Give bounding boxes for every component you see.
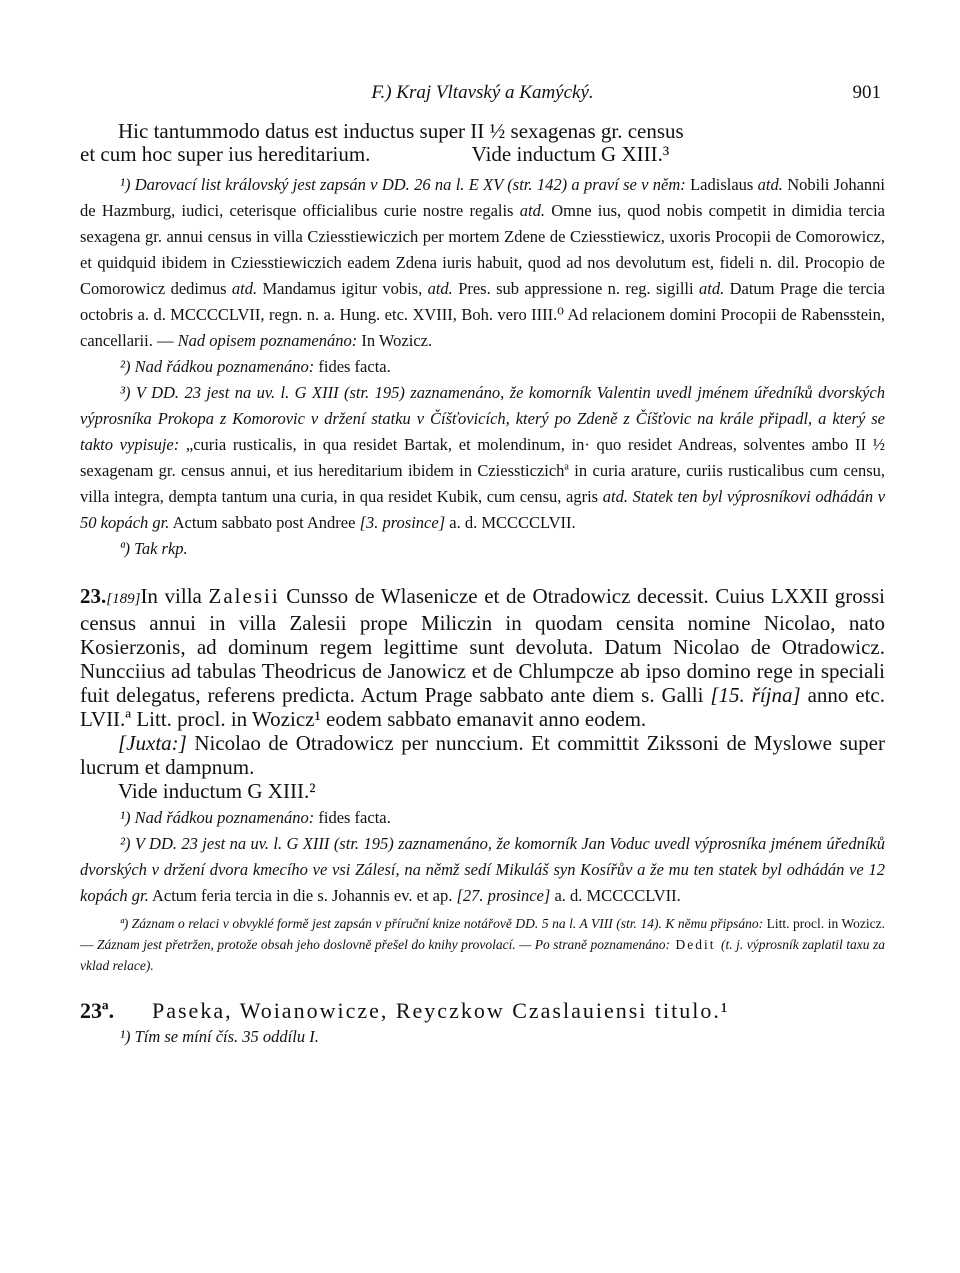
top-line-2b: Vide inductum G XIII.³ [471, 142, 670, 166]
entry-23-date: [15. října] [710, 683, 801, 707]
footnote-1-text-6: Datum Prage die tercia octobris a. d. MCCCCLVII, regn. n. a. Hung. etc. XVIII, Boh. vero IIII.⁰ Ad relacionem domini Procopii de Rabensstein, cancellarii. — [80, 279, 885, 350]
footnote-1-atd-4: atd. [427, 279, 453, 298]
footnote-3-marker: a [564, 461, 569, 473]
footnote-1-atd-3: atd. [231, 279, 258, 298]
footnote-1-atd-1: atd. [757, 175, 783, 194]
entry-23-footnote-a-text-1: Litt. procl. in Wozicz. — [80, 916, 885, 952]
entry-23-footnote-1 [80, 805, 885, 831]
entry-23-number: 23. [80, 584, 107, 608]
entry-23-text-1: In villa [140, 584, 209, 608]
footnote-3-remark: atd. Statek ten byl výprosníkovi odhádán v 50 kopách gr. [80, 487, 886, 532]
page-header [80, 82, 885, 112]
entry-23a [80, 998, 885, 1024]
footnote-1-atd-2: atd. [519, 201, 545, 220]
footnote-3-text-4: a. d. MCCCCLVII. [445, 513, 576, 532]
footnote-1 [80, 172, 885, 354]
entry-23a-number: 23ª. [80, 998, 115, 1023]
footnote-3-text-1: „curia rusticalis, in qua residet Bartak, et molendinum, in· quo residet Andreas, solventes ambo II ½ sexagenam gr. census annui, et ius hereditarium ibidem in Cziessticzich [80, 435, 885, 480]
entry-23a-title: Paseka, Woianowicze, Reyczkow Czaslauiensi titulo.¹ [152, 998, 730, 1023]
footnote-1-text-7: In Wozicz. [357, 331, 433, 350]
footnote-1-remark: Nad opisem poznamenáno: [177, 331, 358, 350]
paragraph-top [80, 120, 885, 166]
entry-23a-footnote-text: ¹) Tím se míní čís. 35 oddílu I. [120, 1027, 319, 1046]
footnote-1-text-2: Nobili Johanni de Hazmburg, iudici, ceterisque officialibus curie nostre regalis [80, 175, 885, 220]
footnote-1-text-3: Omne ius, quod nobis competit in dimidia tercia sexagena gr. annui census in villa Cziesstiewiczich per mortem Zdene de Cziesstiewicz, uxoris Procopii de Comorowicz, et quidquid ibidem in Cziesstiewiczich eadem Zdena iuris habuit, quod ad nos devolutum est, fideli n. dil. Procopio de Comorowicz dedimus [80, 201, 886, 298]
footnote-3-text-3: Actum sabbato post Andree [169, 513, 360, 532]
footnote-a-text: ª) Tak rkp. [120, 539, 188, 558]
entry-23-vide-text: Vide inductum G XIII.² [118, 779, 316, 803]
footnote-3-date: [3. prosince] [359, 513, 446, 532]
entry-23-footnote-a-dedit: Dedit [670, 937, 721, 952]
footnote-2-text: fides facta. [314, 357, 391, 376]
entry-23-footnote-1-text: fides facta. [314, 808, 391, 827]
entry-23-text-3: anno etc. LVII.ª Litt. procl. in Wozicz¹ eodem sabbato emanavit anno eodem. [80, 683, 885, 731]
entry-23-footnote-2 [80, 831, 885, 909]
entry-23-juxta [80, 731, 885, 779]
entry-23-ref: [189] [106, 591, 141, 607]
footnote-3-intro: ³) V DD. 23 jest na uv. l. G XIII (str. 195) zaznamenáno, že komorník Valentin uvedl jménem úředníků dvorských výprosníka Prokopa z Komorovic v držení statku v Číšťovicích, který po Zdeně z Číšťovic na krále připadl, a který se takto vypisuje: [80, 383, 885, 454]
footnote-1-text-4: Mandamus igitur vobis, [257, 279, 428, 298]
entry-23-footnote-2-text-1: Actum feria tercia in die s. Johannis ev. et ap. [148, 886, 457, 905]
entry-23-juxta-label: [Juxta:] [118, 731, 187, 755]
top-line-1: Hic tantummodo datus est inductus super II ½ sexagenas gr. census [118, 119, 684, 143]
footnote-a [80, 536, 885, 562]
entry-23-juxta-text: Nicolao de Otradowicz per nunccium. Et committit Zikssoni de Myslowe super lucrum et dampnum. [80, 731, 885, 779]
footnote-3 [80, 380, 885, 536]
entry-23-footnote-2-intro: ²) V DD. 23 jest na uv. l. G XIII (str. 195) zaznamenáno, že komorník Jan Voduc uvedl výprosníka jménem úředníků dvorských v držení dvora kmecího ve vsi Zálesí, na němž sedí Mikuláš syn Kosířův a že mu ten statek byl odhádán ve 12 kopách gr. [80, 834, 885, 905]
entry-23-footnote-a-intro: ª) Záznam o relaci v obvyklé formě jest zapsán v příruční knize notářově DD. 5 na l. A VIII (str. 14). K němu připsáno: [120, 916, 764, 931]
footnote-1-intro: ¹) Darovací list královský jest zapsán v DD. 26 na l. E XV (str. 142) a praví se v něm: [120, 175, 686, 194]
entry-23 [80, 584, 885, 731]
entry-23-footnote-2-text-2: a. d. MCCCCLVII. [550, 886, 681, 905]
page-number: 901 [852, 82, 881, 103]
entry-23-footnote-a-explanation: (t. j. výprosník zaplatil taxu za vklad relace). [80, 937, 885, 973]
running-title: F.) Kraj Vltavský a Kamýcký. [371, 82, 594, 103]
entry-23-text-2: Cunsso de Wlasenicze et de Otradowicz decessit. Cuius LXXII grossi census annui in villa Zalesii prope Miliczin in quodam censita nomine Nicolao, nato Kosierzonis, ad dominum regem legittime sunt devoluta. Datum Nicolao de Otradowicz. Nuncciius ad tabulas Theodricus de Janowicz et de Chlumpcze ab ipso domino rege in speciali fuit delegatus, referens predicta. Actum Prage sabbato ante diem s. Galli [80, 584, 885, 707]
footnote-1-text-5: Pres. sub appressione n. reg. sigilli [452, 279, 699, 298]
entry-23-place: Zalesii [208, 584, 280, 608]
footnote-1-text-1: Ladislaus [685, 175, 758, 194]
footnote-2 [80, 354, 885, 380]
entry-23a-footnote [80, 1024, 885, 1050]
footnote-1-atd-5: atd. [698, 279, 725, 298]
entry-23-vide [80, 779, 885, 803]
entry-23-footnote-1-intro: ¹) Nad řádkou poznamenáno: [120, 808, 315, 827]
entry-23-footnote-a-remark: Záznam jest přetržen, protože obsah jeho doslovně přešel do knihy provolací. — Po straně poznamenáno: [97, 937, 670, 952]
entry-23-footnote-a [80, 913, 885, 976]
entry-23-footnote-2-date: [27. prosince] [456, 886, 551, 905]
document-page [80, 82, 885, 1050]
footnote-3-text-2: in curia arature, curiis rusticalibus cum censu, villa integra, dempta tantum una curia, in qua residet Kubik, cum censu, agris [80, 461, 885, 506]
footnote-2-intro: ²) Nad řádkou poznamenáno: [120, 357, 315, 376]
top-line-2a: et cum hoc super ius hereditarium. [80, 142, 371, 166]
